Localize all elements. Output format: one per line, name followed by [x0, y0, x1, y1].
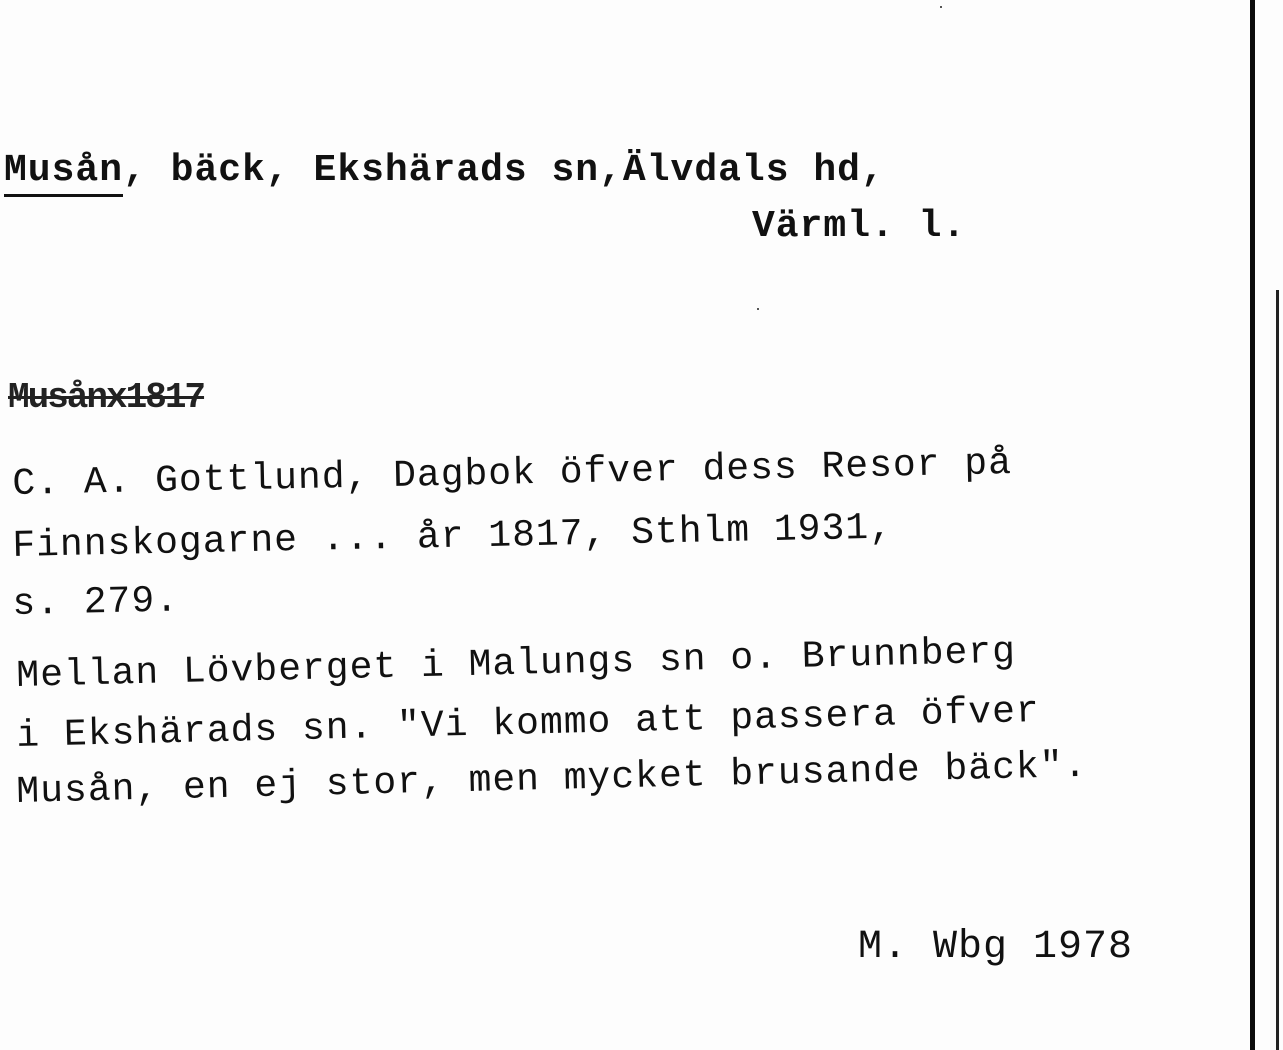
- card-edge-line: [1250, 0, 1255, 1050]
- reference-line: Finnskogarne ... år 1817, Sthlm 1931,: [11, 506, 894, 568]
- signature: M. Wbg 1978: [858, 925, 1134, 970]
- card-edge-line-secondary: [1276, 290, 1279, 1050]
- quote-line: Musån, en ej stor, men mycket brusande bäck".: [15, 744, 1088, 814]
- reference-line: s. 279.: [11, 579, 180, 626]
- reference-line: C. A. Gottlund, Dagbok öfver dess Resor på: [11, 442, 1013, 506]
- scan-speck: [757, 308, 759, 310]
- region-line: Värml. l.: [752, 205, 967, 248]
- quote-line: i Ekshärads sn. "Vi kommo att passera öfver: [15, 689, 1041, 758]
- entry-heading: [4, 149, 885, 192]
- scan-speck: [940, 6, 942, 8]
- headword: Musån: [4, 149, 123, 197]
- struck-out-text: Musånx1817: [8, 377, 205, 418]
- heading-rest: , bäck, Ekshärads sn,Älvdals hd,: [123, 149, 885, 192]
- quote-line: Mellan Lövberget i Malungs sn o. Brunnberg: [15, 630, 1017, 698]
